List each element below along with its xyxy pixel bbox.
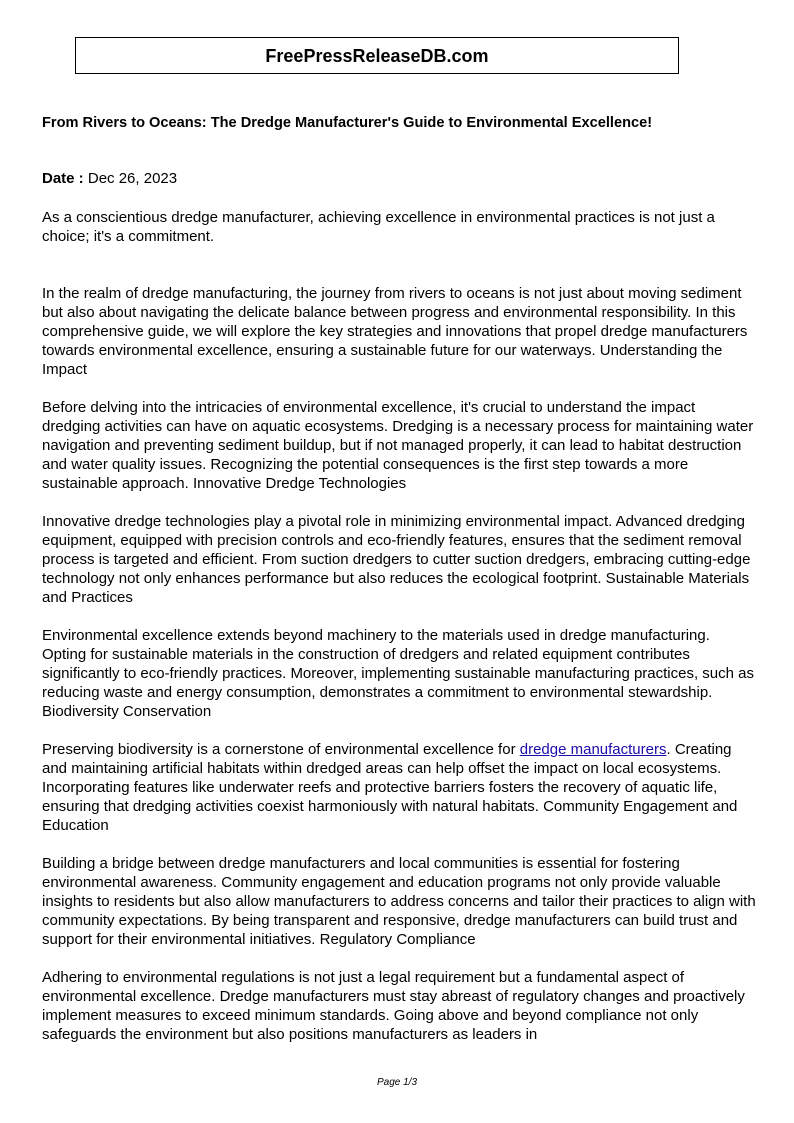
- article-body: [42, 208, 756, 1063]
- paragraph-biodiversity: Environmental excellence extends beyond machinery to the materials used in dredge manufacturing. Opting for sustainable materials in the construction of dredgers and related equipment contributes significantly to eco-friendly practices. Moreover, implementing sustainable manufacturing practices, such as reducing waste and energy consumption, demonstrates a commitment to environmental stewardship. Biodiversity Conservation: [42, 627, 755, 720]
- paragraph-innovative-technologies: Before delving into the intricacies of environmental excellence, it's crucial to understand the impact dredging activities can have on aquatic ecosystems. Dredging is a necessary process for maintaining water navigation and preventing sediment buildup, but if not managed properly, it can lead to habitat destruction and water quality issues. Recognizing the potential consequences is the first step towards a more sustainable approach. Innovative Dredge Technologies: [42, 399, 754, 492]
- paragraph-text-before-link: Preserving biodiversity is a cornerstone of environmental excellence for: [42, 741, 520, 758]
- paragraph-text-after-link: . Creating and maintaining artificial habitats within dredged areas can help offset the impact on local ecosystems. Incorporating features like underwater reefs and protective barriers fosters the recovery of aquatic life, ensuring that dredging activities coexist harmoniously with natural habitats. Community Engagement and Education: [42, 741, 738, 834]
- paragraph-sustainable-materials: Innovative dredge technologies play a pivotal role in minimizing environmental impact. Advanced dredging equipment, equipped with precision controls and eco-friendly features, ensures that the sediment removal process is targeted and efficient. From suction dredgers to cutter suction dredgers, embracing cutting-edge technology not only enhances performance but also reduces the ecological footprint. Sustainable Materials and Practices: [42, 513, 751, 606]
- paragraph-compliance-detail: Adhering to environmental regulations is not just a legal requirement but a fundamental aspect of environmental excellence. Dredge manufacturers must stay abreast of regulatory changes and proactively implement measures to exceed minimum standards. Going above and beyond compliance not only safeguards the environment but also positions manufacturers as leaders in: [42, 969, 745, 1043]
- intro-paragraph: As a conscientious dredge manufacturer, achieving excellence in environmental practices is not just a choice; it's a commitment.: [42, 209, 715, 245]
- dredge-manufacturers-link[interactable]: dredge manufacturers: [519, 741, 667, 758]
- paragraph-regulatory-compliance: Building a bridge between dredge manufacturers and local communities is essential for fostering environmental awareness. Community engagement and education programs not only provide valuable insights to residents but also allow manufacturers to address concerns and tailor their practices to align with community expectations. By being transparent and responsive, dredge manufacturers can build trust and support for their environmental initiatives. Regulatory Compliance: [42, 855, 756, 948]
- site-header-box: [75, 37, 679, 74]
- paragraph-understanding-impact: In the realm of dredge manufacturing, the journey from rivers to oceans is not just about moving sediment but also about navigating the delicate balance between progress and environmental responsibility. In this comprehensive guide, we will explore the key strategies and innovations that propel dredge manufacturers towards environmental excellence, ensuring a sustainable future for our waterways. Understanding the Impact: [42, 285, 748, 378]
- site-name: FreePressReleaseDB.com: [265, 46, 489, 66]
- article-title: From Rivers to Oceans: The Dredge Manufacturer's Guide to Environmental Excellence!: [42, 115, 653, 131]
- date-value: Dec 26, 2023: [87, 170, 178, 187]
- date-label: Date :: [42, 170, 84, 187]
- paragraph-community-engagement: [42, 740, 756, 835]
- page-number: Page 1/3: [376, 1077, 418, 1088]
- date-line: [42, 170, 177, 188]
